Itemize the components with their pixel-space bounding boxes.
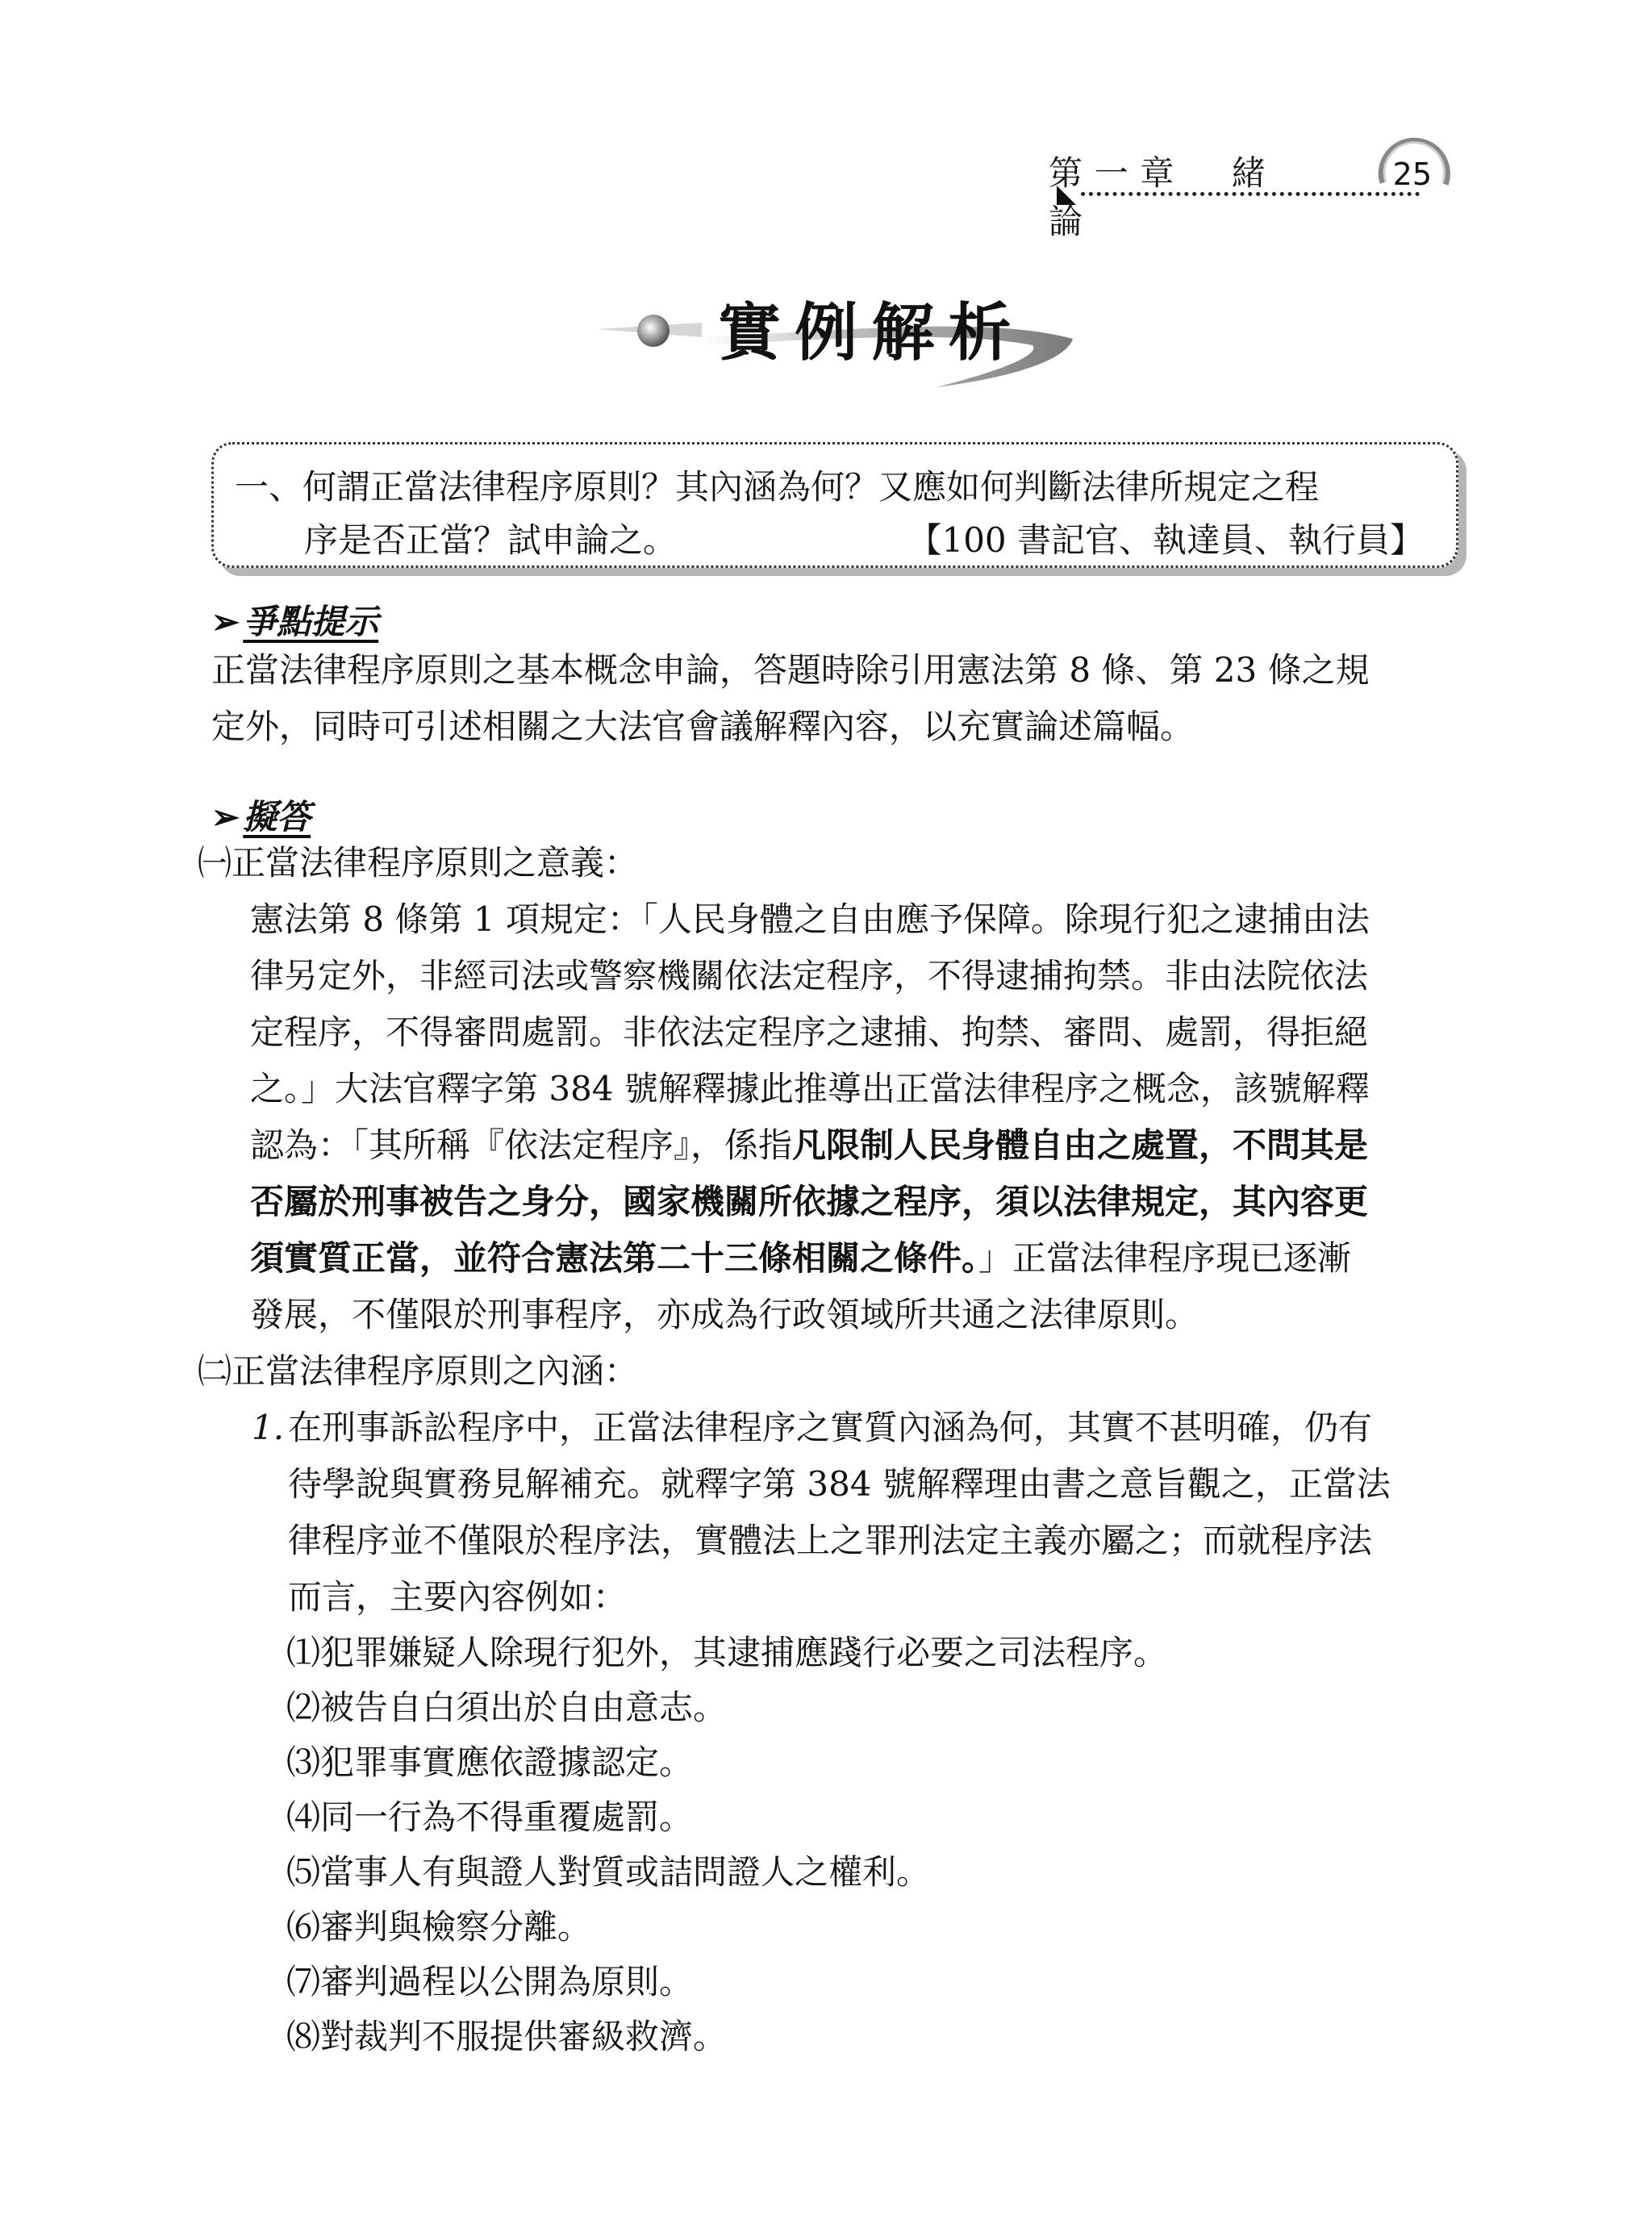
item1-line-3: 律程序並不僅限於程序法，實體法上之罪刑法定主義亦屬之；而就程序法: [288, 1521, 1373, 1560]
answer-heading-text: 擬答: [243, 797, 311, 837]
question-line-2: 序是否正當？試申論之。: [304, 520, 678, 560]
part1-line-8: 發展，不僅限於刑事程序，亦成為行政領域所共通之法律原則。: [250, 1295, 1199, 1334]
item1-body: [288, 1400, 1391, 1626]
part1-body: [250, 891, 1370, 1343]
list-item: ⑶犯罪事實應依證據認定。: [286, 1742, 694, 1782]
subitem-list: [286, 1626, 1167, 2064]
hint-heading-text: 爭點提示: [243, 602, 379, 641]
list-item: ⑸當事人有與證人對質或詰問證人之權利。: [286, 1852, 931, 1892]
hint-line-2: 定外，同時可引述相關之大法官會議解釋內容，以充實論述篇幅。: [211, 707, 1195, 746]
answer-heading: [211, 791, 311, 839]
item1-line-2: 待學說與實務見解補充。就釋字第 384 號解釋理由書之意旨觀之，正當法: [288, 1464, 1391, 1504]
hint-heading: [211, 595, 378, 644]
hint-line-1: 正當法律程序原則之基本概念申論，答題時除引用憲法第 8 條、第 23 條之規: [211, 650, 1370, 690]
part1-line-5: [250, 1117, 1370, 1174]
part1-line-6: 否屬於刑事被告之身分，國家機關所依據之程序，須以法律規定，其內容更: [250, 1182, 1369, 1221]
part1-line-5-plain: 認為：「其所稱『依法定程序』，係指: [250, 1125, 793, 1165]
item1-line-1: 在刑事訴訟程序中，正當法律程序之實質內涵為何，其實不甚明確，仍有: [288, 1408, 1373, 1447]
hint-paragraph: [211, 642, 1370, 755]
part1-line-2: 律另定外，非經司法或警察機關依法定程序，不得逮捕拘禁。非由法院依法: [250, 956, 1369, 995]
list-item: ⑺審判過程以公開為原則。: [286, 1962, 694, 2001]
part1-line-5-bold: 凡限制人民身體自由之處置，不問其是: [792, 1125, 1369, 1165]
question-source: 【100 書記官、執達員、執行員】: [907, 520, 1424, 560]
question-line-1: 一、何謂正當法律程序原則？其內涵為何？又應如何判斷法律所規定之程: [235, 467, 1320, 507]
page-number: 25: [1392, 157, 1432, 192]
question-box: [211, 442, 1458, 568]
page-header: [1049, 129, 1468, 241]
part1-line-3: 定程序，不得審問處罰。非依法定程序之逮捕、拘禁、審問、處罰，得拒絕: [250, 1012, 1369, 1052]
part1-line-7-bold: 須實質正當，並符合憲法第二十三條相關之條件。: [250, 1238, 979, 1278]
chapter-title: 第一章 緒 論: [1049, 153, 1324, 241]
section-title: 實例解析: [718, 297, 1025, 369]
arrow-icon: ➢: [211, 797, 240, 837]
section-title-banner: [581, 266, 1097, 403]
list-item: ⑹審判與檢察分離。: [286, 1907, 592, 1947]
part1-line-7: [250, 1230, 1370, 1287]
part1-line-1: 憲法第 8 條第 1 項規定：「人民身體之自由應予保障。除現行犯之逮捕由法: [250, 899, 1370, 939]
arrow-icon: ➢: [211, 602, 240, 641]
list-item: ⑴犯罪嫌疑人除現行犯外，其逮捕應踐行必要之司法程序。: [286, 1633, 1168, 1672]
item1-line-4: 而言，主要內容例如：: [288, 1577, 628, 1617]
list-item: ⑷同一行為不得重覆處罰。: [286, 1797, 694, 1837]
part1-line-7-plain: 」正當法律程序現已逐漸: [978, 1238, 1352, 1278]
part1-line-4: 之。」大法官釋字第 384 號解釋據此推導出正當法律程序之概念，該號解釋: [250, 1069, 1370, 1108]
part1-title: ㈠正當法律程序原則之意義：: [198, 843, 639, 883]
part2-title: ㈡正當法律程序原則之內涵：: [198, 1351, 639, 1391]
list-item: ⑵被告自白須出於自由意志。: [286, 1688, 728, 1727]
item1-number: 1.: [252, 1408, 285, 1447]
list-item: ⑻對裁判不服提供審級救濟。: [286, 2017, 728, 2056]
